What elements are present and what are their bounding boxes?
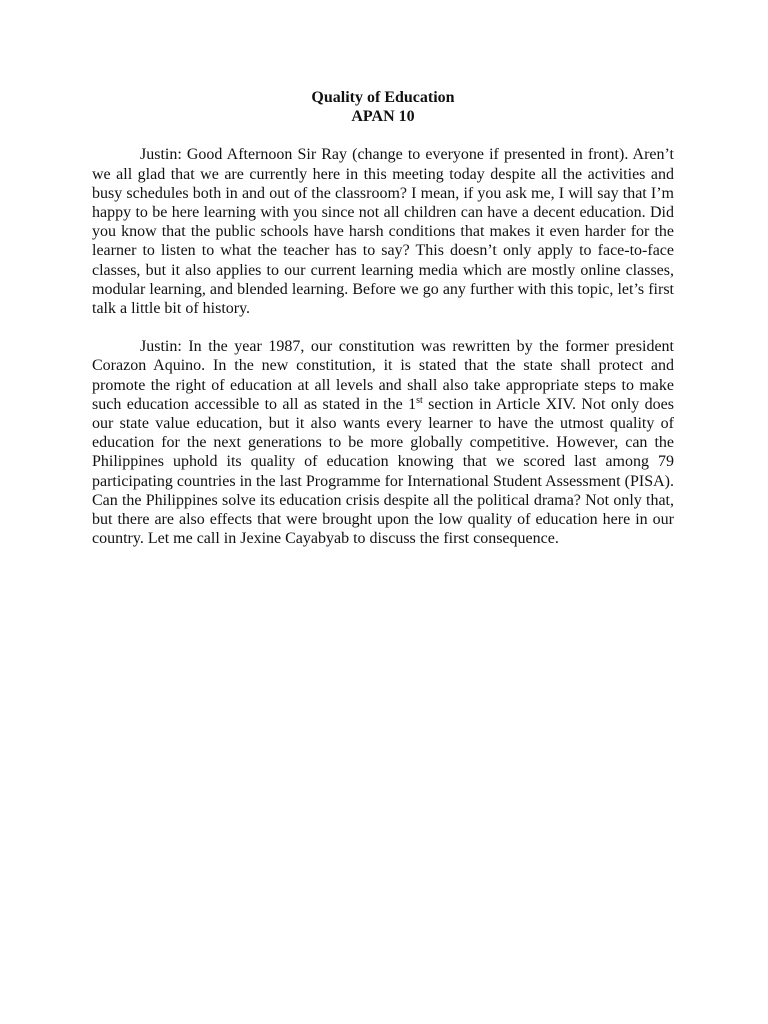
paragraph-2-text-after: section in Article XIV. Not only does our state value education, but it also wants every learner to have the utmost quality of education for the next generations to be more globally competitive. However, can the Philippines uphold its quality of education knowing that we scored last among 79 participating countries in the last Programme for International Student Assessment (PISA). Can the Philippines solve its education crisis despite all the political drama? Not only that, but there are also effects that were brought upon the low quality of education here in our country. Let me call in Jexine Cayabyab to discuss the first consequence. [92, 395, 675, 548]
paragraph-2 [92, 337, 674, 548]
paragraph-2-text-before: Justin: In the year 1987, our constitution was rewritten by the former president Corazon Aquino. In the new constitution, it is stated that the state shall protect and promote the right of education at all levels and shall also take appropriate steps to make such education accessible to all as stated in the 1 [92, 338, 674, 413]
title-block [92, 88, 674, 126]
ordinal-superscript: st [416, 394, 423, 406]
document-subtitle: APAN 10 [351, 108, 415, 126]
paragraph-1 [92, 145, 674, 318]
document-title: Quality of Education [311, 89, 455, 106]
paragraph-1-text: Justin: Good Afternoon Sir Ray (change to everyone if presented in front). Aren’t we all glad that we are currently here in this meeting today despite all the activities and busy schedules both in and out of the classroom? I mean, if you ask me, I will say that I’m happy to be here learning with you since not all children can have a decent education. Did you know that the public schools have harsh conditions that makes it even harder for the learner to listen to what the teacher has to say? This doesn’t only apply to face-to-face classes, but it also applies to our current learning media which are mostly online classes, modular learning, and blended learning. Before we go any further with this topic, let’s first talk a little bit of history. [92, 146, 674, 318]
document-body [92, 88, 674, 567]
